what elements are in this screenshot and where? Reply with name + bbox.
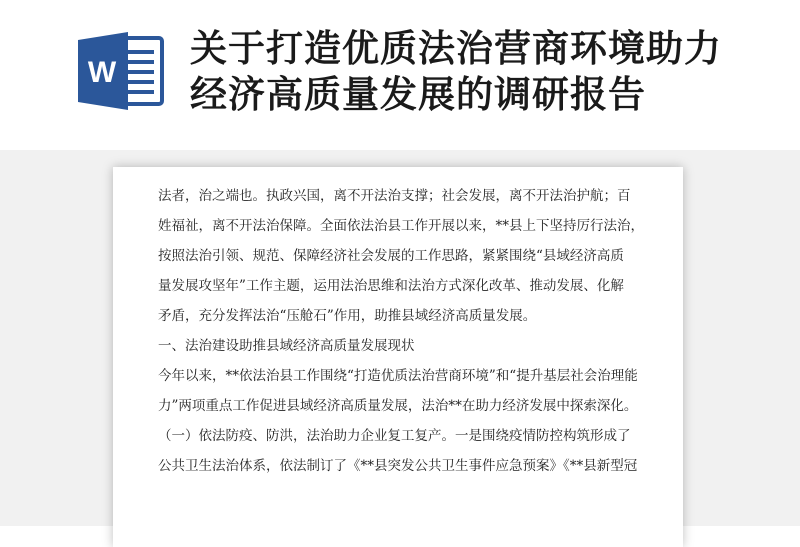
title-line: 经济高质量发展的调研报告: [190, 73, 646, 116]
word-document-icon: [76, 30, 168, 112]
text-line: 公共卫生法治体系，依法制订了《**县突发公共卫生事件应急预案》《**县新型冠: [158, 458, 638, 474]
preview-header: [0, 0, 800, 150]
document-body: [158, 181, 648, 481]
document-page: [113, 167, 683, 547]
text-line: 力”两项重点工作促进县域经济高质量发展，法治**在助力经济发展中探索深化。: [158, 398, 638, 414]
text-line: 法者，治之端也。执政兴国，离不开法治支撑；社会发展，离不开法治护航；百: [158, 188, 631, 204]
title-line: 关于打造优质法治营商环境助力: [190, 27, 722, 70]
text-line: 姓福祉，离不开法治保障。全面依法治县工作开展以来，**县上下坚持厉行法治，: [158, 218, 644, 234]
text-line: 今年以来，**依法治县工作围绕“打造优质法治营商环境”和“提升基层社会治理能: [158, 368, 638, 384]
svg-text:W: W: [87, 56, 117, 89]
text-line: 矛盾，充分发挥法治“压舱石”作用，助推县域经济高质量发展。: [158, 308, 537, 324]
page-title: [190, 26, 780, 118]
text-line: （一）依法防疫、防洪，法治助力企业复工复产。一是围绕疫情防控构筑形成了: [158, 428, 631, 444]
text-line: 按照法治引领、规范、保障经济社会发展的工作思路，紧紧围绕“县域经济高质: [158, 248, 624, 264]
section-heading: 一、法治建设助推县域经济高质量发展现状: [158, 338, 415, 354]
text-line: 量发展攻坚年”工作主题，运用法治思维和法治方式深化改革、推动发展、化解: [158, 278, 624, 294]
